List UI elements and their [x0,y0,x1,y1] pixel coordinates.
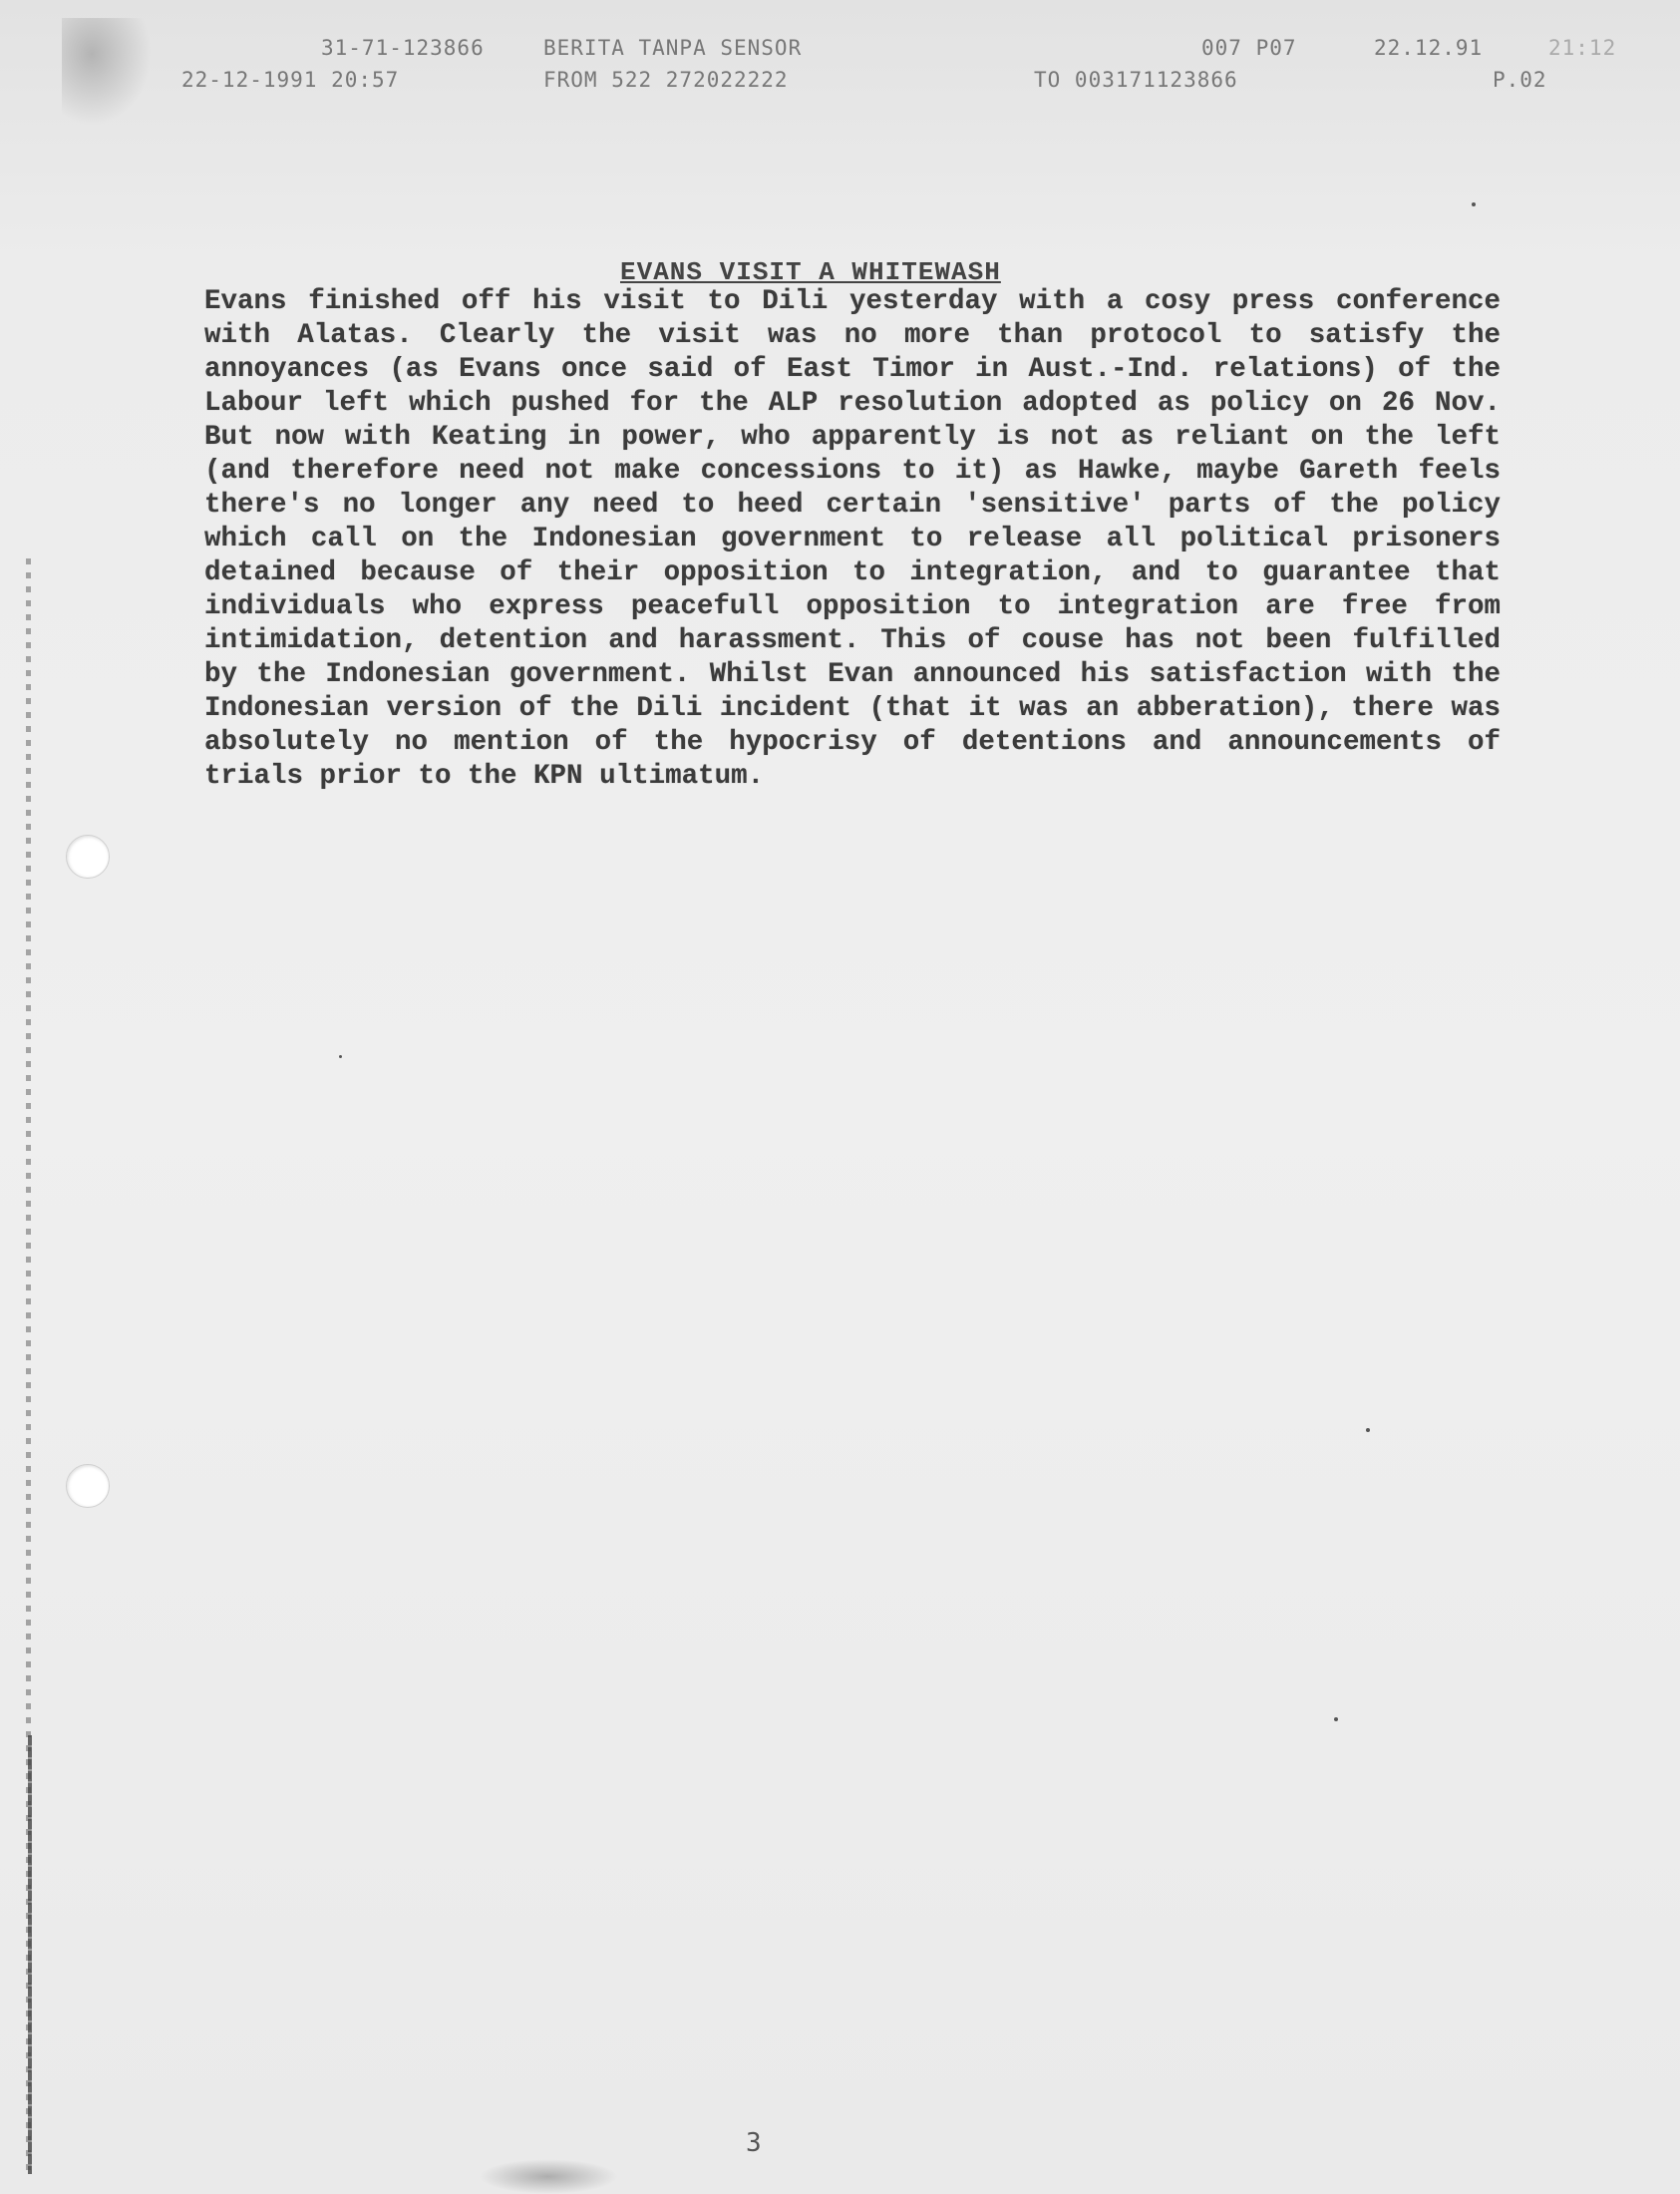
fax-to: TO 003171123866 [1034,68,1238,92]
document-title: EVANS VISIT A WHITEWASH [620,257,1001,287]
bottom-smudge [479,2159,618,2194]
fax-code: 007 P07 [1201,36,1297,60]
fax-sender-name: BERITA TANPA SENSOR [543,36,803,60]
fax-from: FROM 522 272022222 [543,68,789,92]
fax-sent-datetime: 22-12-1991 20:57 [181,68,400,92]
fax-time: 21:12 [1548,36,1617,60]
document-body: Evans finished off his visit to Dili yesterday with a cosy press conference with Alatas. Clearly the visit was no more than protocol to satisfy the annoyances (as Evans once said of East Timor in Aust.-Ind. relations) of the Labour left which pushed for the ALP resolution adopted as policy on 26 Nov. But now with Keating in power, who apparently is not as reliant on the left (and therefore need not make concessions to it) as Hawke, maybe Gareth feels there's no longer any need to heed certain 'sensitive' parts of the policy which call on the Indonesian government to release all political prisoners detained because of their opposition to integration, and to guarantee that individuals who express peacefull opposition to integration are free from intimidation, detention and harassment. This of couse has not been fulfilled by the Indonesian government. Whilst Evan announced his satisfaction with the Indonesian version of the Dili incident (that it was an abberation), there was absolutely no mention of the hypocrisy of detentions and announcements of trials prior to the KPN ultimatum. [204,286,1501,792]
fax-header [0,0,1680,110]
page-number: 3 [746,2128,762,2158]
punch-hole-upper [66,835,110,879]
scan-speck [1334,1717,1338,1721]
fax-page-indicator: P.02 [1493,68,1547,92]
fax-date: 22.12.91 [1374,36,1484,60]
fax-sender-number: 31-71-123866 [321,36,485,60]
scan-speck [339,1055,342,1058]
scan-speck [1366,1428,1370,1432]
scan-speck [1472,202,1476,206]
left-edge-scan-mark-lower [28,1735,32,2174]
punch-hole-lower [66,1464,110,1508]
